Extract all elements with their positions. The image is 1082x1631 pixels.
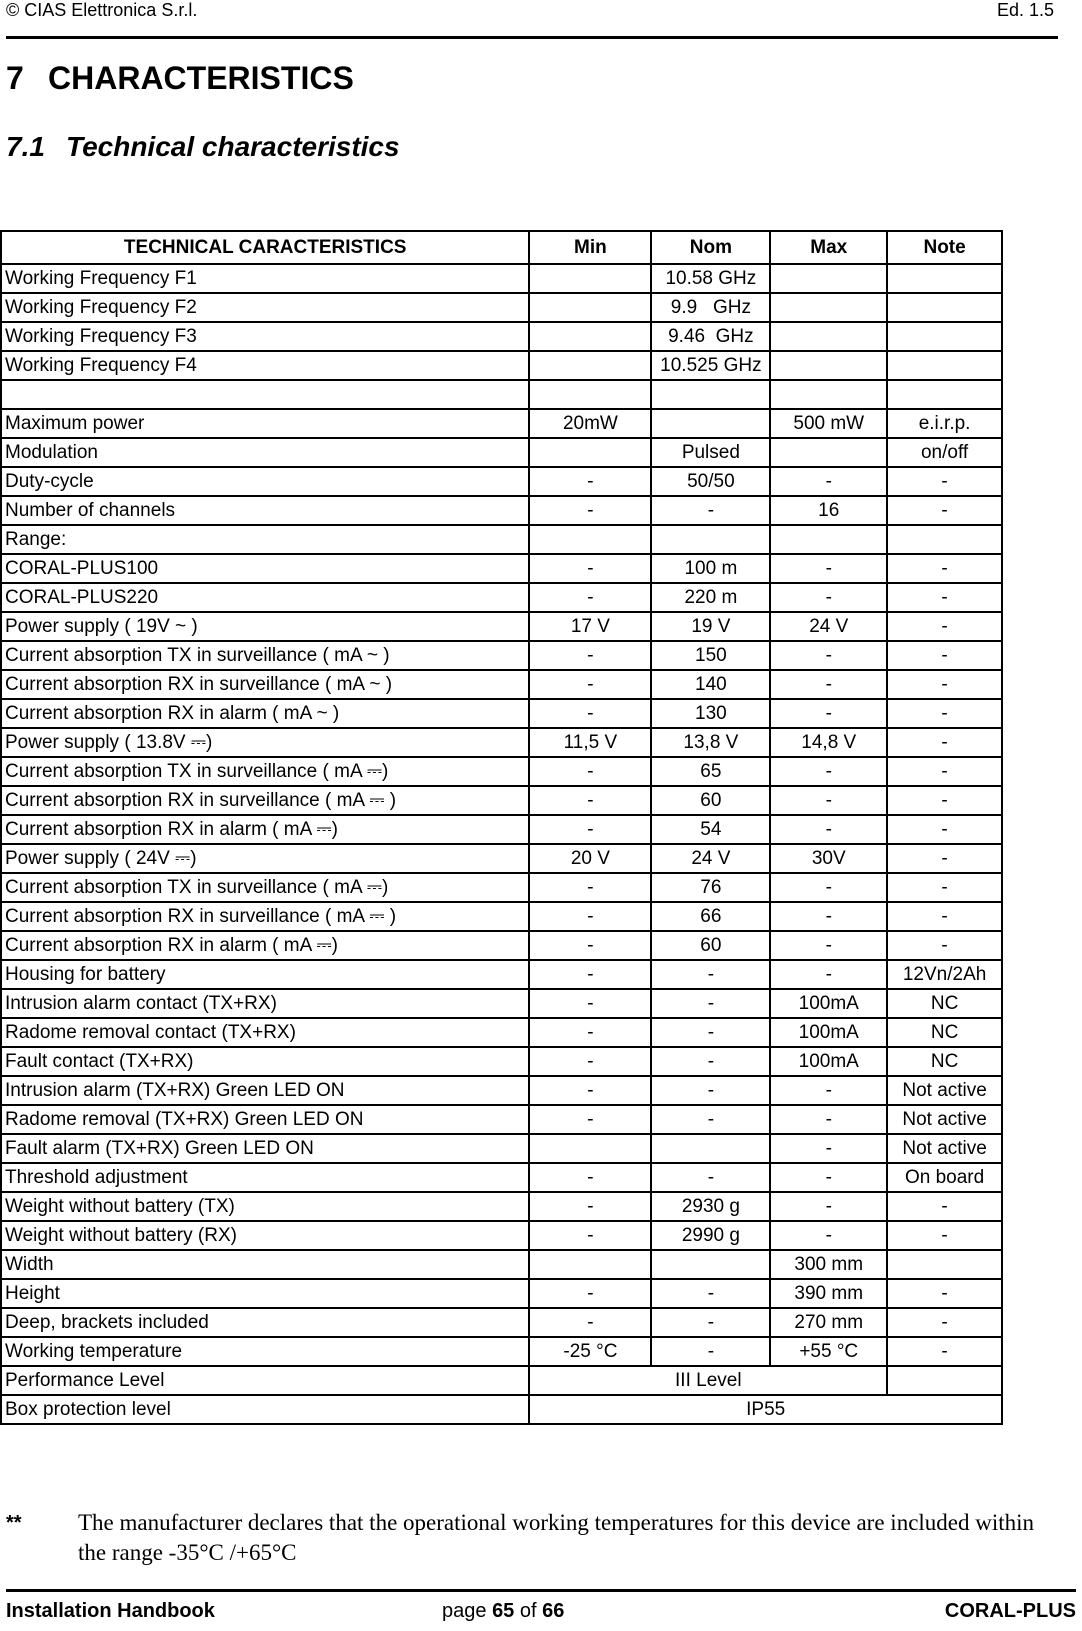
min-cell: 11,5 V: [529, 728, 651, 757]
table-row: [1, 293, 1002, 322]
section-heading: [6, 60, 354, 97]
note-cell: Not active: [887, 1076, 1002, 1105]
nom-cell: 54: [651, 815, 770, 844]
max-cell: 100mA: [770, 1047, 887, 1076]
min-cell: 20mW: [529, 409, 651, 438]
table-row: [1, 786, 1002, 815]
protection-label: Box protection level: [1, 1395, 529, 1424]
section-title: CHARACTERISTICS: [48, 60, 354, 96]
table-row: [1, 525, 1002, 554]
row-label: Radome removal contact (TX+RX): [1, 1018, 529, 1047]
max-cell: -: [770, 699, 887, 728]
row-label: Working Frequency F1: [1, 264, 529, 293]
technical-characteristics-table: [0, 230, 1003, 1425]
nom-cell: Pulsed: [651, 438, 770, 467]
note-cell: -: [887, 728, 1002, 757]
max-cell: -: [770, 931, 887, 960]
page-footer: [6, 1589, 1076, 1631]
row-label: Working temperature: [1, 1337, 529, 1366]
nom-cell: 60: [651, 786, 770, 815]
note-cell: -: [887, 786, 1002, 815]
nom-cell: -: [651, 496, 770, 525]
nom-cell: 130: [651, 699, 770, 728]
min-cell: -: [529, 873, 651, 902]
nom-cell: 10.525 GHz: [651, 351, 770, 380]
performance-value: III Level: [529, 1366, 887, 1395]
row-label: Current absorption RX in alarm ( mA ⎓): [1, 931, 529, 960]
header-note: Note: [887, 231, 1002, 264]
min-cell: -: [529, 1308, 651, 1337]
nom-cell: 19 V: [651, 612, 770, 641]
row-label: Fault contact (TX+RX): [1, 1047, 529, 1076]
note-cell: [887, 264, 1002, 293]
note-cell: e.i.r.p.: [887, 409, 1002, 438]
table-row: [1, 1250, 1002, 1279]
row-label: Number of channels: [1, 496, 529, 525]
min-cell: [529, 351, 651, 380]
row-label: Current absorption TX in surveillance ( mA ~ ): [1, 641, 529, 670]
note-cell: [887, 1250, 1002, 1279]
note-cell: [887, 351, 1002, 380]
table-row: [1, 351, 1002, 380]
min-cell: -: [529, 670, 651, 699]
nom-cell: -: [651, 1337, 770, 1366]
max-cell: [770, 438, 887, 467]
max-cell: 24 V: [770, 612, 887, 641]
note-cell: Not active: [887, 1105, 1002, 1134]
note-cell: NC: [887, 989, 1002, 1018]
nom-cell: 2990 g: [651, 1221, 770, 1250]
min-cell: [529, 322, 651, 351]
note-cell: NC: [887, 1018, 1002, 1047]
nom-cell: 60: [651, 931, 770, 960]
note-cell: [887, 322, 1002, 351]
edition: Ed. 1.5: [996, 0, 1054, 20]
nom-cell: -: [651, 1163, 770, 1192]
row-label: [1, 380, 529, 409]
footer-product: CORAL-PLUS: [944, 1600, 1076, 1622]
min-cell: [529, 1134, 651, 1163]
min-cell: -: [529, 583, 651, 612]
table-row: [1, 1308, 1002, 1337]
page-number: [442, 1600, 564, 1623]
note-cell: -: [887, 844, 1002, 873]
subsection-title: Technical characteristics: [66, 131, 400, 162]
nom-cell: -: [651, 960, 770, 989]
min-cell: -: [529, 1163, 651, 1192]
max-cell: -: [770, 1076, 887, 1105]
nom-cell: [651, 1134, 770, 1163]
min-cell: -: [529, 960, 651, 989]
page-prefix: page: [442, 1600, 487, 1622]
performance-label: Performance Level: [1, 1366, 529, 1395]
note-cell: -: [887, 902, 1002, 931]
header-max: Max: [770, 231, 887, 264]
max-cell: [770, 293, 887, 322]
page-total: 66: [542, 1600, 565, 1622]
max-cell: -: [770, 815, 887, 844]
row-label: Modulation: [1, 438, 529, 467]
note-cell: [887, 293, 1002, 322]
row-label: Current absorption RX in surveillance ( mA ⎓ ): [1, 786, 529, 815]
max-cell: 14,8 V: [770, 728, 887, 757]
note-cell: -: [887, 641, 1002, 670]
max-cell: -: [770, 786, 887, 815]
row-label: Power supply ( 24V ⎓): [1, 844, 529, 873]
max-cell: -: [770, 467, 887, 496]
min-cell: -25 °C: [529, 1337, 651, 1366]
nom-cell: 220 m: [651, 583, 770, 612]
subsection-number: 7.1: [6, 131, 45, 162]
nom-cell: [651, 1250, 770, 1279]
row-label: Working Frequency F2: [1, 293, 529, 322]
table-row: [1, 322, 1002, 351]
min-cell: -: [529, 641, 651, 670]
min-cell: -: [529, 1192, 651, 1221]
row-label: Current absorption RX in alarm ( mA ⎓): [1, 815, 529, 844]
row-label: Current absorption RX in surveillance ( mA ~ ): [1, 670, 529, 699]
max-cell: -: [770, 1221, 887, 1250]
nom-cell: -: [651, 1279, 770, 1308]
table-row: [1, 960, 1002, 989]
min-cell: 20 V: [529, 844, 651, 873]
min-cell: -: [529, 902, 651, 931]
header-nom: Nom: [651, 231, 770, 264]
page-current: 65: [492, 1600, 515, 1622]
min-cell: [529, 1250, 651, 1279]
table-row: [1, 1105, 1002, 1134]
min-cell: -: [529, 496, 651, 525]
row-label: Fault alarm (TX+RX) Green LED ON: [1, 1134, 529, 1163]
note-cell: -: [887, 1279, 1002, 1308]
nom-cell: 10.58 GHz: [651, 264, 770, 293]
max-cell: 500 mW: [770, 409, 887, 438]
note-cell: [887, 525, 1002, 554]
row-label: Current absorption TX in surveillance ( mA ⎓): [1, 873, 529, 902]
min-cell: -: [529, 1018, 651, 1047]
nom-cell: 9.9 GHz: [651, 293, 770, 322]
section-number: 7: [6, 60, 24, 96]
max-cell: -: [770, 1192, 887, 1221]
performance-note: [887, 1366, 1002, 1395]
table-row: [1, 1221, 1002, 1250]
min-cell: -: [529, 699, 651, 728]
min-cell: -: [529, 1105, 651, 1134]
table-row: [1, 554, 1002, 583]
min-cell: -: [529, 989, 651, 1018]
table-row: [1, 1395, 1002, 1424]
company-name: © CIAS Elettronica S.r.l.: [6, 0, 198, 20]
max-cell: 30V: [770, 844, 887, 873]
nom-cell: 76: [651, 873, 770, 902]
row-label: Power supply ( 19V ~ ): [1, 612, 529, 641]
note-cell: -: [887, 699, 1002, 728]
nom-cell: -: [651, 1076, 770, 1105]
nom-cell: 13,8 V: [651, 728, 770, 757]
row-label: Housing for battery: [1, 960, 529, 989]
nom-cell: -: [651, 1047, 770, 1076]
max-cell: [770, 525, 887, 554]
min-cell: -: [529, 1221, 651, 1250]
nom-cell: 65: [651, 757, 770, 786]
nom-cell: 100 m: [651, 554, 770, 583]
subsection-heading: [6, 131, 400, 163]
row-label: Working Frequency F3: [1, 322, 529, 351]
note-cell: on/off: [887, 438, 1002, 467]
row-label: Radome removal (TX+RX) Green LED ON: [1, 1105, 529, 1134]
note-cell: NC: [887, 1047, 1002, 1076]
note-cell: -: [887, 1337, 1002, 1366]
row-label: Width: [1, 1250, 529, 1279]
min-cell: [529, 380, 651, 409]
nom-cell: 2930 g: [651, 1192, 770, 1221]
table-header-row: [1, 231, 1002, 264]
note-cell: -: [887, 1192, 1002, 1221]
max-cell: 100mA: [770, 989, 887, 1018]
max-cell: 300 mm: [770, 1250, 887, 1279]
row-label: Current absorption RX in alarm ( mA ~ ): [1, 699, 529, 728]
table-row: [1, 931, 1002, 960]
nom-cell: 9.46 GHz: [651, 322, 770, 351]
table-row: [1, 1366, 1002, 1395]
max-cell: -: [770, 902, 887, 931]
note-cell: -: [887, 1221, 1002, 1250]
min-cell: -: [529, 1076, 651, 1105]
max-cell: -: [770, 960, 887, 989]
table-row: [1, 670, 1002, 699]
min-cell: [529, 293, 651, 322]
max-cell: 100mA: [770, 1018, 887, 1047]
row-label: Deep, brackets included: [1, 1308, 529, 1337]
table-row: [1, 699, 1002, 728]
max-cell: [770, 322, 887, 351]
row-label: Power supply ( 13.8V ⎓): [1, 728, 529, 757]
note-cell: Not active: [887, 1134, 1002, 1163]
max-cell: [770, 264, 887, 293]
page-header: [6, 0, 1058, 39]
note-cell: -: [887, 467, 1002, 496]
max-cell: [770, 380, 887, 409]
note-cell: -: [887, 612, 1002, 641]
protection-value: IP55: [529, 1395, 1002, 1424]
max-cell: -: [770, 757, 887, 786]
note-cell: [887, 380, 1002, 409]
note-cell: -: [887, 757, 1002, 786]
table-row: [1, 989, 1002, 1018]
note-cell: -: [887, 670, 1002, 699]
note-mark: **: [6, 1512, 22, 1534]
nom-cell: -: [651, 1105, 770, 1134]
row-label: Intrusion alarm (TX+RX) Green LED ON: [1, 1076, 529, 1105]
table-row: [1, 612, 1002, 641]
nom-cell: -: [651, 989, 770, 1018]
table-row: [1, 1192, 1002, 1221]
note-cell: -: [887, 496, 1002, 525]
page-of: of: [519, 1600, 537, 1622]
table-row: [1, 1076, 1002, 1105]
min-cell: -: [529, 554, 651, 583]
row-label: CORAL-PLUS100: [1, 554, 529, 583]
table-row: [1, 844, 1002, 873]
max-cell: 390 mm: [770, 1279, 887, 1308]
table-row: [1, 496, 1002, 525]
table-row: [1, 1047, 1002, 1076]
nom-cell: [651, 380, 770, 409]
max-cell: -: [770, 1163, 887, 1192]
max-cell: 270 mm: [770, 1308, 887, 1337]
max-cell: +55 °C: [770, 1337, 887, 1366]
table-row: [1, 438, 1002, 467]
table-row: [1, 583, 1002, 612]
row-label: CORAL-PLUS220: [1, 583, 529, 612]
table-row: [1, 1163, 1002, 1192]
max-cell: -: [770, 1105, 887, 1134]
header-characteristic: TECHNICAL CARACTERISTICS: [1, 231, 529, 264]
nom-cell: 66: [651, 902, 770, 931]
table-row: [1, 1337, 1002, 1366]
table-row: [1, 1018, 1002, 1047]
note-cell: -: [887, 583, 1002, 612]
nom-cell: 150: [651, 641, 770, 670]
row-label: Working Frequency F4: [1, 351, 529, 380]
table-row: [1, 264, 1002, 293]
table-row: [1, 467, 1002, 496]
max-cell: -: [770, 1134, 887, 1163]
nom-cell: -: [651, 1018, 770, 1047]
nom-cell: 24 V: [651, 844, 770, 873]
min-cell: [529, 438, 651, 467]
row-label: Height: [1, 1279, 529, 1308]
table-row: [1, 641, 1002, 670]
table-row: [1, 873, 1002, 902]
table-row: [1, 380, 1002, 409]
max-cell: 16: [770, 496, 887, 525]
table-row: [1, 728, 1002, 757]
row-label: Intrusion alarm contact (TX+RX): [1, 989, 529, 1018]
min-cell: -: [529, 467, 651, 496]
row-label: Current absorption TX in surveillance ( mA ⎓): [1, 757, 529, 786]
max-cell: [770, 351, 887, 380]
note-cell: -: [887, 1308, 1002, 1337]
note-cell: 12Vn/2Ah: [887, 960, 1002, 989]
min-cell: [529, 264, 651, 293]
min-cell: -: [529, 757, 651, 786]
table-row: [1, 1279, 1002, 1308]
max-cell: -: [770, 583, 887, 612]
row-label: Weight without battery (TX): [1, 1192, 529, 1221]
min-cell: 17 V: [529, 612, 651, 641]
nom-cell: -: [651, 1308, 770, 1337]
footer-handbook: Installation Handbook: [6, 1600, 215, 1622]
note-cell: -: [887, 931, 1002, 960]
max-cell: -: [770, 554, 887, 583]
min-cell: -: [529, 815, 651, 844]
nom-cell: 50/50: [651, 467, 770, 496]
nom-cell: 140: [651, 670, 770, 699]
max-cell: -: [770, 641, 887, 670]
table-row: [1, 409, 1002, 438]
note-text: The manufacturer declares that the operational working temperatures for this device are included within the range -35°C /+65°C: [78, 1510, 1035, 1565]
note-cell: -: [887, 554, 1002, 583]
note-cell: -: [887, 873, 1002, 902]
row-label: Current absorption RX in surveillance ( mA ⎓ ): [1, 902, 529, 931]
nom-cell: [651, 525, 770, 554]
row-label: Weight without battery (RX): [1, 1221, 529, 1250]
max-cell: -: [770, 670, 887, 699]
max-cell: -: [770, 873, 887, 902]
row-label: Threshold adjustment: [1, 1163, 529, 1192]
row-label: Maximum power: [1, 409, 529, 438]
min-cell: -: [529, 931, 651, 960]
note-cell: -: [887, 815, 1002, 844]
min-cell: -: [529, 786, 651, 815]
min-cell: -: [529, 1047, 651, 1076]
table-row: [1, 902, 1002, 931]
row-label: Range:: [1, 525, 529, 554]
header-min: Min: [529, 231, 651, 264]
min-cell: -: [529, 1279, 651, 1308]
min-cell: [529, 525, 651, 554]
table-row: [1, 815, 1002, 844]
table-row: [1, 757, 1002, 786]
note-cell: On board: [887, 1163, 1002, 1192]
nom-cell: [651, 409, 770, 438]
row-label: Duty-cycle: [1, 467, 529, 496]
table-row: [1, 1134, 1002, 1163]
